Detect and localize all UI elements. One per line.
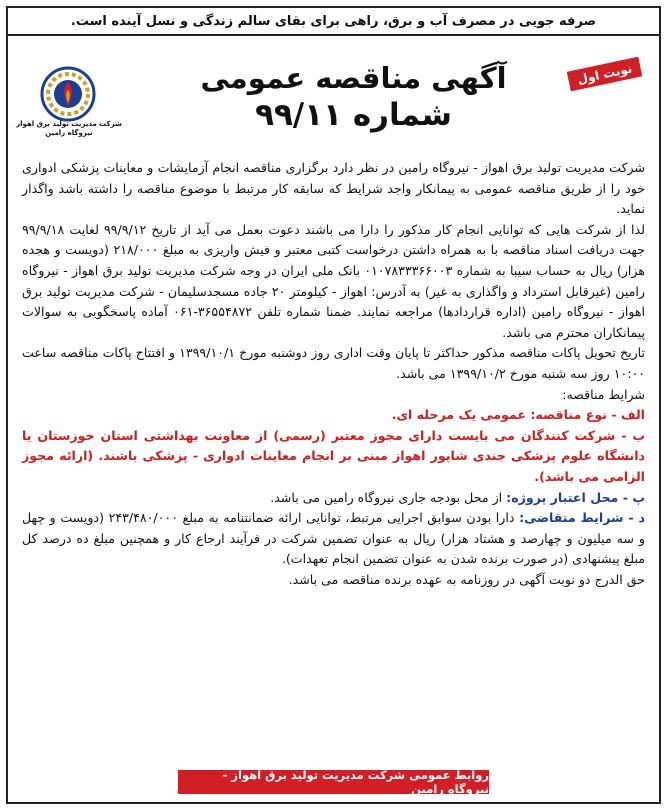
condition-dal: [22, 508, 645, 570]
conditions-heading: شرایط مناقصه:: [562, 386, 645, 402]
logo-caption: [16, 120, 122, 138]
paragraph-dates: تاریخ تحویل پاکات مناقصه مذکور حداکثر تا پایان وقت اداری روز دوشنبه مورخ ۱۳۹۹/۱۰/۱ و افتتاح پاکات مناقصه ساعت ۱۰:۰۰ روز سه شنبه مورخ ۱۳۹۹/۱۰/۲ می باشد.: [22, 345, 646, 381]
condition-alef: الف - نوع مناقصه: عمومی یک مرحله ای.: [391, 407, 645, 423]
paragraph-closing: حق الدرج دو نوبت آگهی در روزنامه به عهده برنده مناقصه می باشد.: [288, 571, 645, 587]
condition-pe-label: پ - محل اعتبار پروژه:: [506, 489, 645, 505]
issue-badge: نوبت اول: [566, 57, 642, 92]
top-banner: صرفه جویی در مصرف آب و برق، راهی برای بقای سالم زندگی و نسل آینده است.: [8, 8, 659, 36]
title-block: [168, 60, 539, 134]
condition-be: ب - شرکت کنندگان می بایست دارای مجوز معتبر (رسمی) از معاونت بهداشتی استان خوزستان یا دانشگاه علوم پزشکی جندی شاپور اهواز مبنی بر انجام معاینات ادواری - پزشکی باشند. (ارائه مجوز الزامی می باشد).: [22, 427, 645, 484]
paragraph-intro: شرکت مدیریت تولید برق اهواز - نیروگاه رامین در نظر دارد برگزاری مناقصه انجام آزمایشات و معاینات پزشکی ادواری خود را از طریق مناقصه عمومی به پیمانکار واجد شرایط که سابقه کار مرتبط با موضوع مناقصه را داشته باشد واگذار نماید.: [22, 160, 645, 217]
notice-number: شماره ۹۹/۱۱: [255, 97, 452, 133]
condition-pe: [22, 488, 645, 509]
notice-body: [22, 158, 645, 590]
logo-caption-line2: نیروگاه رامین: [45, 129, 93, 137]
footer-banner: روابط عمومی شرکت مدیریت تولید برق اهواز - نیروگاه رامین: [178, 770, 489, 794]
logo-caption-line1: شرکت مدیریت تولید برق اهواز: [16, 120, 122, 128]
notice-frame: [6, 6, 661, 804]
condition-pe-text: از محل بودجه جاری نیروگاه رامین می باشد.: [270, 489, 503, 505]
company-logo-icon: [22, 66, 114, 122]
condition-dal-label: د - شرایط متقاضی:: [519, 510, 645, 526]
paragraph-invitation: لذا از شرکت هایی که توانایی انجام کار مذکور را دارا می باشند دعوت بعمل می آید از تاریخ ۹۹/۹/۱۲ لغایت ۹۹/۹/۱۸ جهت دریافت اسناد مناقصه با به همراه داشتن درخواست کتبی معتبر و فیش واریزی به مبلغ ۲۱۸/۰۰۰ (دویست و هجده هزار) ریال به حساب سیبا به شماره ۰۱۰۷۸۳۳۳۶۶۰۰۳ بانک ملی ایران در وجه شرکت مدیریت تولید برق اهواز - نیروگاه رامین (غیرقابل استرداد و واگذاری به غیر) به آدرس: اهواز - کیلومتر ۲۰ جاده مسجدسلیمان - شرکت مدیریت تولید برق اهواز - نیروگاه رامین (اداره قراردادها) مراجعه نمایند. ضمنا شماره تلفن ۳۶۵۵۴۸۷۲-۰۶۱ آماده پاسخگویی به سوالات پیمانکاران محترم می باشد.: [22, 221, 645, 340]
notice-title: آگهی مناقصه عمومی: [200, 61, 507, 95]
condition-dal-text: دارا بودن سوابق اجرایی مرتبط، توانایی ارائه ضمانتنامه به مبلغ ۲۴۳/۴۸۰/۰۰۰ (دویست و چهل و سه میلیون و چهارصد و هشتاد هزار) ریال به عنوان تضمین شرکت در فرآیند ارجاع کار و همچنین مبلغ ده درصد کل مبلغ پیشنهادی (در صورت برنده شدن به عنوان تضمین انجام تعهدات).: [22, 510, 645, 567]
